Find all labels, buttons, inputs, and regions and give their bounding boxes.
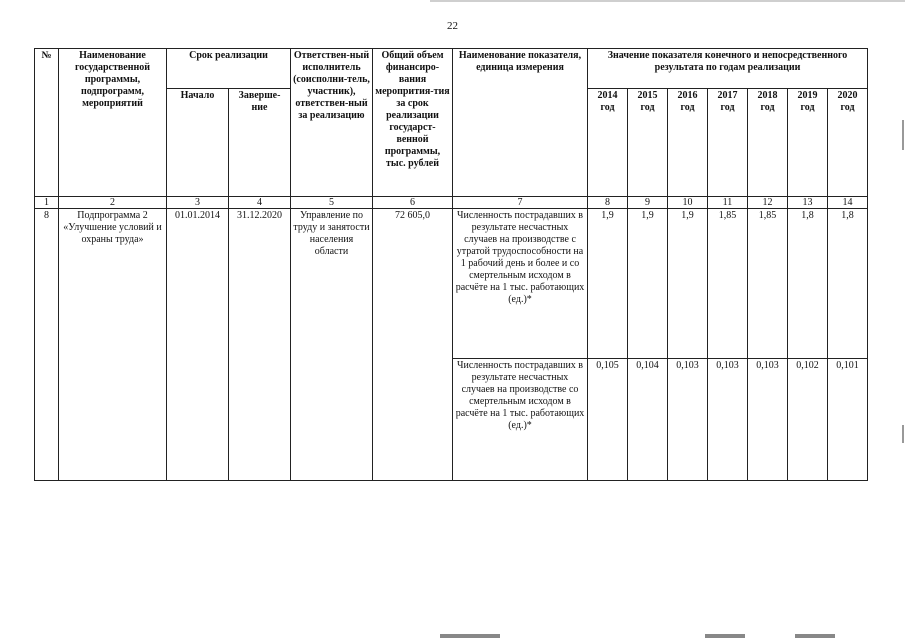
start-date: 01.01.2014 — [167, 209, 229, 481]
indicator-value: 0,102 — [788, 359, 828, 481]
column-number: 8 — [588, 197, 628, 209]
indicator-value: 0,103 — [668, 359, 708, 481]
header-period: Срок реализации — [167, 49, 291, 89]
indicator-value: 1,9 — [588, 209, 628, 359]
column-number: 4 — [229, 197, 291, 209]
scan-edge-mark — [705, 634, 745, 638]
indicator-value: 1,9 — [668, 209, 708, 359]
header-num: № — [35, 49, 59, 197]
end-date: 31.12.2020 — [229, 209, 291, 481]
column-number: 14 — [828, 197, 868, 209]
header-start: Начало — [167, 89, 229, 197]
header-year-2014: 2014 год — [588, 89, 628, 197]
indicator-value: 0,105 — [588, 359, 628, 481]
scan-edge-mark — [440, 634, 500, 638]
header-year-2019: 2019 год — [788, 89, 828, 197]
column-number: 9 — [628, 197, 668, 209]
funding-amount: 72 605,0 — [373, 209, 453, 481]
header-program-name: Наименование государственной программы, подпрограмм, мероприятий — [59, 49, 167, 197]
column-number: 2 — [59, 197, 167, 209]
indicator-value: 0,104 — [628, 359, 668, 481]
header-executor: Ответствен-ный исполнитель (соисполни-тель, участник), ответствен-ный за реализацию — [291, 49, 373, 197]
indicator-value: 1,9 — [628, 209, 668, 359]
header-year-2015: 2015 год — [628, 89, 668, 197]
indicator-value: 1,8 — [788, 209, 828, 359]
indicator-value: 0,101 — [828, 359, 868, 481]
header-year-2020: 2020 год — [828, 89, 868, 197]
scan-edge-mark — [902, 425, 904, 443]
column-number: 7 — [453, 197, 588, 209]
program-name: Подпрограмма 2 «Улучшение условий и охраны труда» — [59, 209, 167, 481]
indicator-value: 0,103 — [708, 359, 748, 481]
column-number: 5 — [291, 197, 373, 209]
indicator-value: 1,85 — [748, 209, 788, 359]
header-values-group: Значение показателя конечного и непосредственного результата по годам реализации — [588, 49, 868, 89]
program-table — [34, 48, 868, 481]
table-row — [35, 209, 868, 359]
indicator-value: 1,8 — [828, 209, 868, 359]
column-number: 1 — [35, 197, 59, 209]
page-number: 22 — [447, 20, 458, 32]
column-number: 10 — [668, 197, 708, 209]
scan-edge-mark — [902, 120, 904, 150]
column-number: 3 — [167, 197, 229, 209]
column-number: 11 — [708, 197, 748, 209]
indicator-name: Численность пострадавших в результате несчастных случаев на производстве со смертельным исходом в расчёте на 1 тыс. работающих (ед.)* — [453, 359, 588, 481]
row-number: 8 — [35, 209, 59, 481]
header-year-2016: 2016 год — [668, 89, 708, 197]
column-number: 12 — [748, 197, 788, 209]
column-number: 13 — [788, 197, 828, 209]
header-year-2018: 2018 год — [748, 89, 788, 197]
scan-edge-mark — [795, 634, 835, 638]
header-indicator: Наименование показателя, единица измерения — [453, 49, 588, 197]
column-number: 6 — [373, 197, 453, 209]
header-funding: Общий объем финансиро-вания меропрития-тия за срок реализации государст-венной программы, тыс. рублей — [373, 49, 453, 197]
scan-edge-line — [430, 0, 905, 2]
header-end: Заверше-ние — [229, 89, 291, 197]
indicator-value: 1,85 — [708, 209, 748, 359]
responsible-executor: Управление по труду и занятости населения области — [291, 209, 373, 481]
indicator-value: 0,103 — [748, 359, 788, 481]
indicator-name: Численность пострадавших в результате несчастных случаев на производстве с утратой трудоспособности на 1 рабочий день и более и со смертельным исходом в расчёте на 1 тыс. работающих (ед.)* — [453, 209, 588, 359]
header-year-2017: 2017 год — [708, 89, 748, 197]
